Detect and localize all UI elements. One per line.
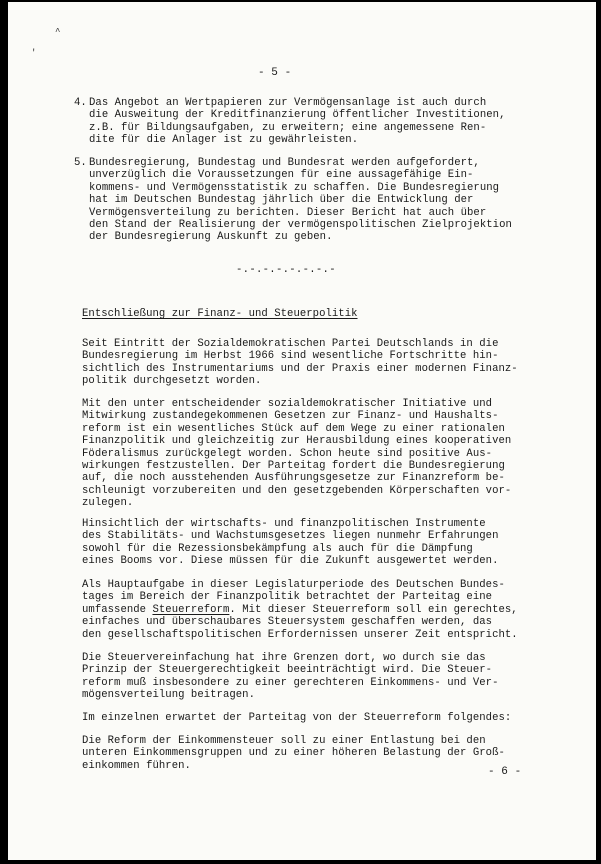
item-text	[89, 97, 574, 147]
text-line: zulegen.	[82, 497, 134, 510]
text-line: Das Angebot an Wertpapieren zur Vermögensanlage ist auch durch	[89, 97, 487, 109]
item-text	[89, 157, 574, 244]
next-page-number: - 6 -	[488, 766, 522, 778]
text-line: Mit den unter entscheidender sozialdemokratischer Initiative und	[82, 398, 493, 410]
text-line: den Stand der Realisierung der vermögenspolitischen Zielprojektion	[89, 219, 512, 232]
paragraph-2	[82, 398, 582, 510]
side-margin-mark: '	[31, 48, 37, 58]
text-line: Die Steuervereinfachung hat ihre Grenzen dort, wo durch sie das	[82, 652, 486, 664]
text-line: unverzüglich die Voraussetzungen für eine aussagefähige Ein-	[89, 169, 474, 182]
text-line: Vermögensverteilung zu berichten. Dieser Bericht hat auch über	[89, 206, 487, 219]
text-line: Hinsichtlich der wirtschafts- und finanzpolitischen Instrumente	[82, 518, 486, 530]
text-line: Mitwirkung zustandegekommenen Gesetzen zur Finanz- und Haushalts-	[82, 410, 499, 423]
text-line: dite für die Anlager ist zu gewährleisten.	[89, 134, 359, 147]
text-line: unteren Einkommensgruppen und zu einer höheren Belastung der Groß-	[82, 747, 505, 760]
text-line: Die Reform der Einkommensteuer soll zu einer Entlastung bei den	[82, 735, 486, 747]
text-line: z.B. für Bildungsaufgaben, zu erweitern; eine angemessene Ren-	[89, 121, 487, 134]
item-number: 5.	[74, 157, 87, 169]
page-number: - 5 -	[258, 67, 292, 79]
underlined-term: Steuerreform	[152, 603, 230, 616]
text-line: reform ist ein wesentliches Stück auf dem Wege zu einer rationalen	[82, 422, 505, 435]
paragraph-4	[82, 579, 582, 641]
paragraph-5	[82, 652, 582, 702]
section-separator: -.-.-.-.-.-.-.-	[236, 264, 336, 276]
text-line: reform muß insbesondere zu einer gerechteren Einkommens- und Ver-	[82, 676, 499, 689]
text-line: mögensverteilung beitragen.	[82, 689, 255, 702]
text-line: schleunigt vorzubereiten und den gesetzgebenden Körperschaften vor-	[82, 484, 512, 497]
text-line: den gesellschaftspolitischen Erfordernissen unserer Zeit entspricht.	[82, 628, 518, 641]
text-line: Bundesregierung, Bundestag und Bundesrat werden aufgefordert,	[89, 157, 480, 169]
text-line: umfassende Steuerreform. Mit dieser Steuerreform soll ein gerechtes,	[82, 603, 518, 616]
text-line: wirkungen festzustellen. Der Parteitag fordert die Bundesregierung	[82, 460, 505, 473]
text-line: Bundesregierung im Herbst 1966 sind wesentliche Fortschritte hin-	[82, 350, 499, 363]
document-page	[8, 2, 596, 860]
text-line: einfaches und überschaubares Steuersystem geschaffen werden, das	[82, 616, 493, 629]
text-line: Finanzpolitik und gleichzeitig zur Herausbildung eines kooperativen	[82, 435, 512, 448]
text-line: eines Booms vor. Diese müssen für die Zukunft ausgewertet werden.	[82, 555, 499, 568]
text-line: Föderalismus zurückgelegt worden. Schon heute sind positive Aus-	[82, 447, 493, 460]
paragraph-6	[82, 712, 582, 724]
section-heading: Entschließung zur Finanz- und Steuerpolitik	[82, 308, 358, 320]
text-line: die Ausweitung der Kreditfinanzierung öffentlicher Investitionen,	[89, 109, 506, 122]
text-line: Im einzelnen erwartet der Parteitag von der Steuerreform folgendes:	[82, 712, 512, 724]
paragraph-3	[82, 518, 582, 568]
item-number: 4.	[74, 97, 87, 109]
text-line: politik durchgesetzt worden.	[82, 375, 262, 388]
text-line: Prinzip der Steuergerechtigkeit beeinträchtigt wird. Die Steuer-	[82, 664, 493, 677]
list-item-5	[74, 157, 574, 244]
text-line: sowohl für die Rezessionsbekämpfung als auch für die Dämpfung	[82, 542, 473, 555]
text-line: kommens- und Vermögensstatistik zu schaffen. Die Bundesregierung	[89, 181, 500, 194]
text-line: auf, die noch ausstehenden Ausführungsgesetze zur Finanzreform be-	[82, 472, 505, 485]
top-margin-mark: ^	[55, 27, 61, 37]
text-line: des Stabilitäts- und Wachstumsgesetzes liegen nunmehr Erfahrungen	[82, 530, 499, 543]
text-line: Als Hauptaufgabe in dieser Legislaturperiode des Deutschen Bundes-	[82, 579, 505, 591]
paragraph-1	[82, 338, 582, 388]
text-line: der Bundesregierung Auskunft zu geben.	[89, 231, 333, 244]
text-line: einkommen führen.	[82, 759, 191, 772]
text-line: sichtlich des Instrumentariums und der Praxis einer modernen Finanz-	[82, 362, 518, 375]
text-line: tages im Bereich der Finanzpolitik betrachtet der Parteitag eine	[82, 591, 493, 604]
text-line: Seit Eintritt der Sozialdemokratischen Partei Deutschlands in die	[82, 338, 499, 350]
list-item-4	[74, 97, 574, 147]
text-line: hat im Deutschen Bundestag jährlich über die Entwicklung der	[89, 194, 474, 207]
